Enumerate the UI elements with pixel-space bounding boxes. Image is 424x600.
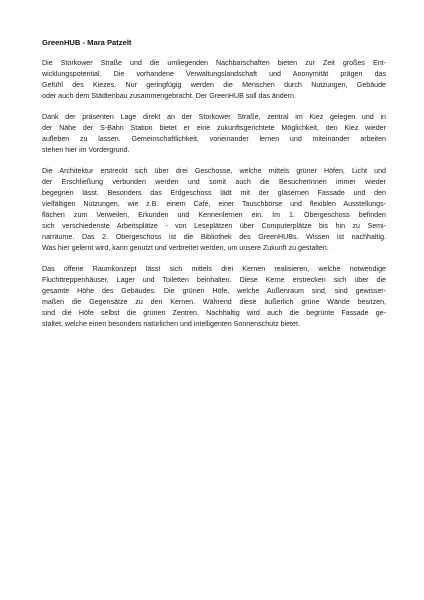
document-title: GreenHUB - Mara Patzelt (42, 38, 132, 47)
text-line: der Erschließung verbunden werden und somit auch die BesucherInnen immer wieder (42, 178, 386, 187)
text-line: Die Architektur erstreckt sich über drei Geschosse, welche mittels grüner Höfen, Licht und (42, 167, 386, 176)
text-line: sind die Höfe selbst die grünen Zentren. Nachhaltig wird auch die begrünte Fassade ge- (42, 308, 386, 317)
text-line: vielfältigen Nutzungen, wie z.B. einem Café, einer Tauschbörse und flexiblen Ausstellungs- (42, 199, 386, 208)
text-line: gesamte Höhe des Gebäudes. Die grünen Höfe, welche Außenraum sind, sind gewisser- (42, 286, 386, 295)
document-content (42, 38, 386, 340)
text-line: oder auch dem Städtenbau zusammengebracht. Der GreenHUB soll das ändern. (42, 91, 296, 100)
text-line: Fluchttreppenhäuser, Lager und Toiletten beinhalten. Diese Kerne erstrecken sich über die (42, 275, 386, 284)
text-line: Die Storkower Straße und die umliegenden Nachbarschaften bieten zur Zeit großes Ent- (42, 59, 386, 67)
text-line: sich verschiedenste Arbeitsplätze - von Leseplätzen über Computerplätze bis hin zu Semi- (42, 221, 386, 230)
text-line: Gefühl des Kiezes. Nur geringfügig werden die Menschen durch Nutzungen, Gebäude (42, 80, 386, 89)
text-line: begegnen lässt. Besonders das Erdgeschoss lädt mit der gläsernen Fassade und den (42, 189, 386, 198)
text-line: Das offene Raumkonzept lässt sich mittels drei Kernen realisieren, welche notwendige (42, 265, 386, 273)
text-line: aufleben zu lassen. Gemeinschaftlichkeit, voneinander lernen und miteinander arbeiten (42, 134, 386, 143)
text-line: flächen zum Verweilen, Erkunden und Kennenlernen ein. Im 1. Obergeschoss befinden (42, 210, 386, 219)
paragraph-2 (42, 112, 386, 156)
text-line: stehen hier im Vordergrund. (42, 145, 130, 154)
text-line: Dank der präsenten Lage direkt an der Storkower Straße, zentral im Kiez gelegen und in (42, 113, 386, 122)
text-line: der Nähe der S-Bahn Station bietet er eine zukunftsgerichtete Möglichkeit, den Kiez wieder (42, 124, 386, 133)
text-line: wicklungspotential. Die vorhandene Verwaltungslandschaft und Anonymität prägen das (42, 69, 386, 78)
text-line: staltet, welche einen besonders natürlichen und intelligenten Sonnenschutz bietet. (42, 319, 300, 328)
paragraph-4 (42, 264, 386, 329)
text-line: narräume. Das 2. Obergeschoss ist die Bibliothek des GreenHUBs. Wissen ist nachhaltig. (42, 232, 386, 241)
paragraph-1 (42, 58, 386, 102)
text-line: Was hier gelernt wird, kann genutzt und verbreitet werden, um unsere Zukunft zu gestalten. (42, 243, 329, 252)
text-line: maßen die Gegensätze zu den Kernen. Während diese äußerlich grüne Wände besitzen, (42, 297, 386, 306)
paragraph-3 (42, 166, 386, 253)
